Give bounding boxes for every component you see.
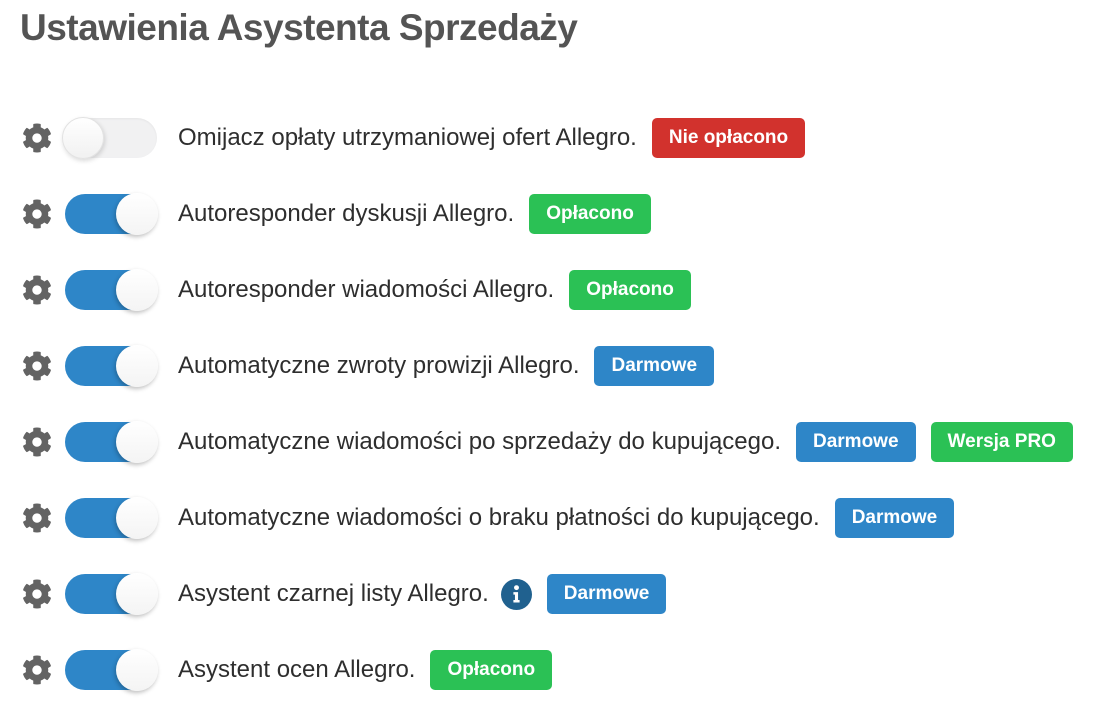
toggle-knob <box>116 421 158 463</box>
status-badge[interactable]: Darmowe <box>796 422 916 462</box>
setting-label: Asystent czarnej listy Allegro. <box>178 580 489 607</box>
status-badge[interactable]: Wersja PRO <box>931 422 1073 462</box>
setting-label: Automatyczne wiadomości o braku płatności do kupującego. <box>178 504 820 531</box>
gear-icon[interactable] <box>22 503 52 533</box>
toggle-autoresponder-wiadomosci[interactable] <box>65 270 157 310</box>
gear-icon[interactable] <box>22 199 52 229</box>
gear-icon[interactable] <box>22 123 52 153</box>
setting-row-asystent-ocen <box>0 650 1103 690</box>
toggle-omijacz-oplaty-utrzymaniowej[interactable] <box>65 118 157 158</box>
toggle-knob <box>116 649 158 691</box>
gear-icon[interactable] <box>22 655 52 685</box>
status-badge[interactable]: Nie opłacono <box>652 118 805 158</box>
setting-label: Autoresponder wiadomości Allegro. <box>178 276 555 303</box>
setting-label: Automatyczne zwroty prowizji Allegro. <box>178 352 580 379</box>
status-badge[interactable]: Darmowe <box>835 498 955 538</box>
settings-list <box>0 118 1103 690</box>
toggle-wiadomosci-brak-platnosci[interactable] <box>65 498 157 538</box>
status-badge[interactable]: Darmowe <box>594 346 714 386</box>
setting-row-wiadomosci-brak-platnosci <box>0 498 1103 538</box>
setting-label: Automatyczne wiadomości po sprzedaży do kupującego. <box>178 428 781 455</box>
toggle-knob <box>116 497 158 539</box>
toggle-knob <box>116 345 158 387</box>
toggle-asystent-ocen[interactable] <box>65 650 157 690</box>
status-badge[interactable]: Darmowe <box>547 574 667 614</box>
gear-icon[interactable] <box>22 427 52 457</box>
toggle-knob <box>116 269 158 311</box>
status-badge[interactable]: Opłacono <box>569 270 691 310</box>
toggle-knob <box>62 117 104 159</box>
setting-row-omijacz-oplaty-utrzymaniowej <box>0 118 1103 158</box>
setting-row-asystent-czarnej-listy <box>0 574 1103 614</box>
setting-label: Asystent ocen Allegro. <box>178 656 416 683</box>
toggle-knob <box>116 193 158 235</box>
status-badge[interactable]: Opłacono <box>529 194 651 234</box>
setting-label: Omijacz opłaty utrzymaniowej ofert Allegro. <box>178 124 637 151</box>
setting-row-autoresponder-wiadomosci <box>0 270 1103 310</box>
toggle-knob <box>116 573 158 615</box>
gear-icon[interactable] <box>22 351 52 381</box>
setting-row-automatyczne-zwroty-prowizji <box>0 346 1103 386</box>
setting-row-wiadomosci-po-sprzedazy <box>0 422 1103 462</box>
status-badge[interactable]: Opłacono <box>430 650 552 690</box>
toggle-wiadomosci-po-sprzedazy[interactable] <box>65 422 157 462</box>
gear-icon[interactable] <box>22 275 52 305</box>
gear-icon[interactable] <box>22 579 52 609</box>
setting-row-autoresponder-dyskusji <box>0 194 1103 234</box>
setting-label: Autoresponder dyskusji Allegro. <box>178 200 515 227</box>
page-title: Ustawienia Asystenta Sprzedaży <box>20 7 578 48</box>
toggle-asystent-czarnej-listy[interactable] <box>65 574 157 614</box>
toggle-autoresponder-dyskusji[interactable] <box>65 194 157 234</box>
info-icon[interactable] <box>501 579 532 610</box>
toggle-automatyczne-zwroty-prowizji[interactable] <box>65 346 157 386</box>
